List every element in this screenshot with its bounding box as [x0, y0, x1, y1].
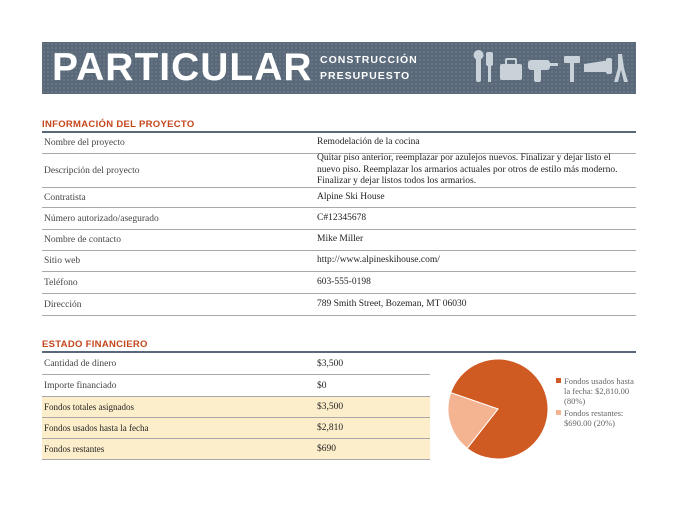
financial-row-used	[42, 418, 430, 439]
address-value: 789 Smith Street, Bozeman, MT 06030	[317, 298, 467, 309]
funds-used-value: $2,810	[317, 423, 344, 433]
project-row-address	[42, 294, 636, 316]
banner-subtitle-budget: PRESUPUESTO	[320, 70, 411, 82]
legend-label-remaining: Fondos restantes: $690.00 (20%)	[564, 408, 624, 428]
funds-used-label: Fondos usados hasta la fecha	[44, 423, 149, 433]
legend-item-used	[556, 376, 636, 406]
project-row-description	[42, 154, 636, 188]
phone-label: Teléfono	[44, 277, 78, 288]
funds-pie-chart	[446, 357, 550, 461]
financial-row-amount	[42, 353, 430, 375]
amount-value: $3,500	[317, 358, 344, 369]
project-description-label: Descripción del proyecto	[44, 165, 140, 176]
financed-value: $0	[317, 380, 327, 391]
financial-row-remaining	[42, 439, 430, 460]
legend-label-used: Fondos usados hasta la fecha: $2,810.00 (80%)	[564, 376, 634, 406]
phone-value: 603-555-0198	[317, 276, 371, 287]
contractor-label: Contratista	[44, 192, 86, 203]
funds-remaining-label: Fondos restantes	[44, 444, 105, 454]
website-value: http://www.alpineskihouse.com/	[317, 255, 440, 266]
project-row-website	[42, 251, 636, 272]
page-title: PARTICULAR	[52, 46, 313, 89]
address-label: Dirección	[44, 299, 82, 310]
funds-remaining-value: $690	[317, 444, 336, 454]
amount-label: Cantidad de dinero	[44, 358, 117, 369]
contractor-value: Alpine Ski House	[317, 191, 385, 202]
project-description-value: Quitar piso anterior, reemplazar por azulejos nuevos. Finalizar y dejar listo el nuevo piso. Reemplazar los armarios actuales por otros de estilo más moderno. Finalizar y dejar listos todos los armarios.	[317, 153, 618, 187]
legend-swatch-used	[556, 378, 561, 383]
project-row-phone	[42, 272, 636, 294]
financed-label: Importe financiado	[44, 380, 117, 391]
project-row-contact	[42, 230, 636, 251]
contact-name-label: Nombre de contacto	[44, 235, 122, 245]
project-row-contractor	[42, 188, 636, 208]
banner-subtitle-construction: CONSTRUCCIÓN	[320, 54, 418, 66]
total-allocated-value: $3,500	[317, 402, 344, 412]
financial-section-title: ESTADO FINANCIERO	[42, 339, 148, 350]
license-number-label: Número autorizado/asegurado	[44, 213, 159, 224]
project-name-value: Remodelación de la cocina	[317, 137, 420, 148]
construction-tools-icon	[472, 50, 632, 86]
project-row-license	[42, 208, 636, 230]
legend-item-remaining	[556, 408, 636, 428]
project-name-label: Nombre del proyecto	[44, 138, 125, 148]
financial-row-financed	[42, 375, 430, 397]
header-banner	[42, 42, 636, 94]
license-number-value: C#12345678	[317, 212, 367, 223]
project-section-title: INFORMACIÓN DEL PROYECTO	[42, 119, 195, 130]
website-label: Sitio web	[44, 256, 81, 266]
contact-name-value: Mike Miller	[317, 234, 364, 245]
legend-swatch-remaining	[556, 410, 561, 415]
financial-row-total-allocated	[42, 397, 430, 418]
project-row-name	[42, 133, 636, 154]
total-allocated-label: Fondos totales asignados	[44, 402, 134, 412]
pie-legend	[556, 376, 636, 430]
